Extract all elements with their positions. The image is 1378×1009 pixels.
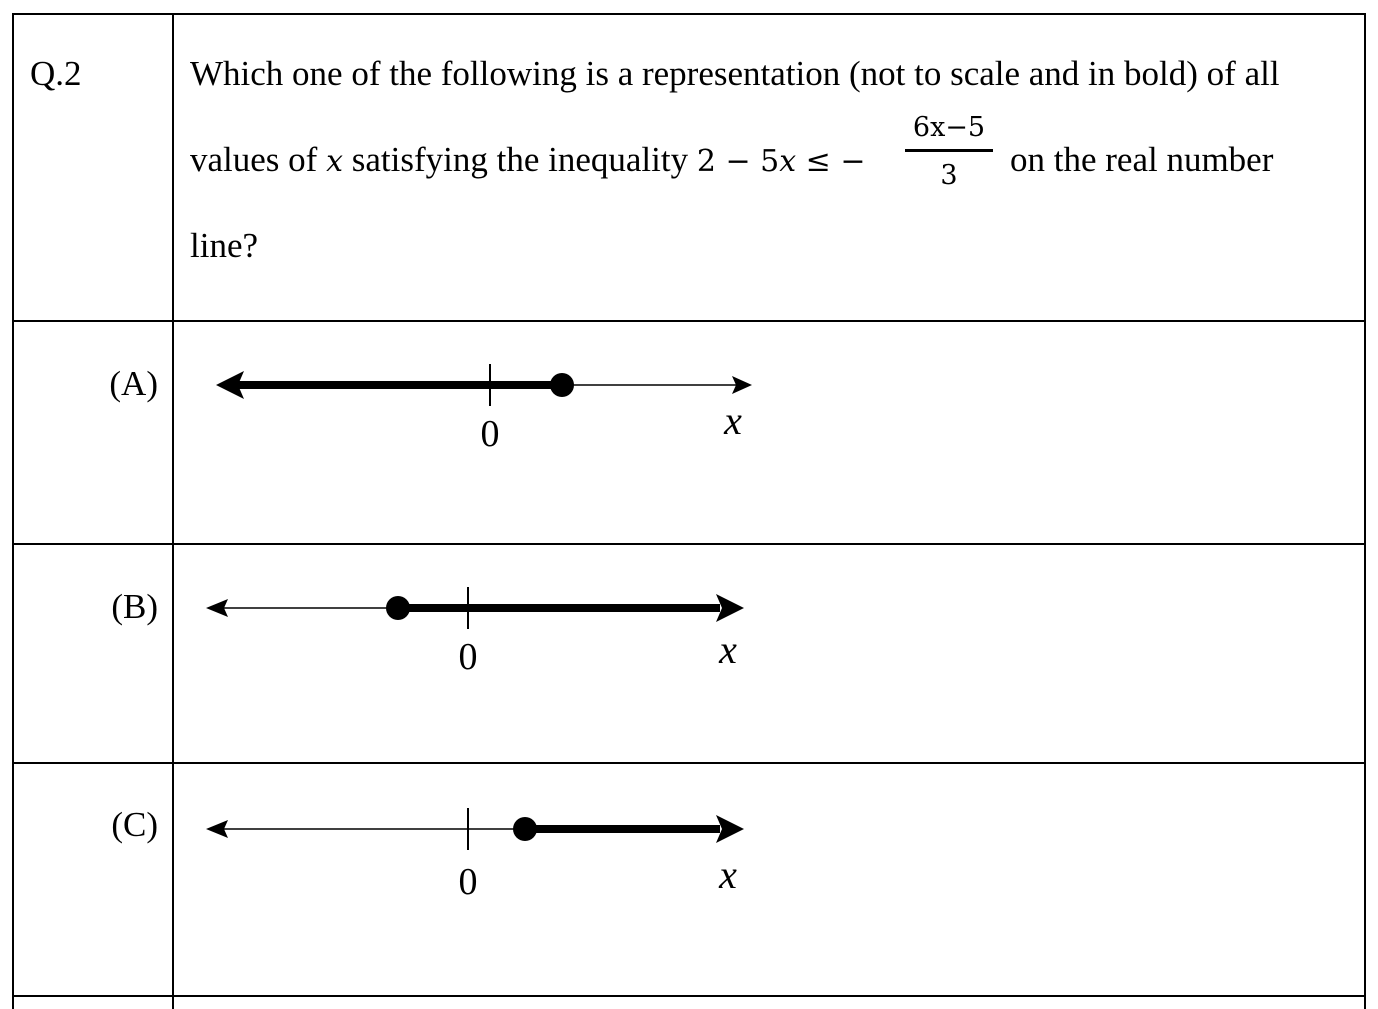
option-b-zero-label: 0	[458, 636, 478, 678]
question-text-post: on the real number	[1010, 140, 1274, 179]
table-border-right	[1364, 13, 1366, 1009]
row-divider-b	[12, 762, 1366, 764]
inequality-relation: ≤ −	[796, 144, 866, 179]
option-b-arrow-right	[716, 594, 744, 622]
table-column-divider	[172, 13, 174, 1009]
row-divider-question	[12, 320, 1366, 322]
row-divider-a	[12, 543, 1366, 545]
option-b-endpoint-dot	[386, 596, 410, 620]
inequality-lhs: 2 − 5	[696, 144, 780, 179]
option-a-number-line	[180, 340, 780, 460]
variable-x: x	[326, 144, 343, 179]
table-border-top	[12, 13, 1366, 15]
option-a-axis-label: x	[724, 398, 742, 443]
question-text-line2	[190, 142, 866, 177]
inequality-fraction	[905, 112, 993, 191]
option-b-axis-label: x	[719, 627, 737, 672]
question-text-pre: values of	[190, 140, 327, 179]
option-c-axis-label: x	[719, 852, 737, 897]
option-c-arrow-right	[716, 815, 744, 843]
question-text-line1: Which one of the following is a representation (not to scale and in bold) of all	[190, 54, 1280, 93]
question-number: Q.2	[30, 54, 82, 93]
question-text-mid: satisfying the inequality	[343, 140, 697, 179]
row-divider-c	[12, 995, 1366, 997]
option-c-zero-label: 0	[458, 861, 478, 903]
option-a-label: (A)	[109, 364, 158, 403]
table-border-left	[12, 13, 14, 1009]
option-c-number-line	[180, 784, 780, 904]
fraction-denominator: 3	[940, 160, 958, 191]
option-b-label: (B)	[111, 587, 158, 626]
option-a-zero-label: 0	[480, 413, 500, 455]
inequality-lhs-variable: x	[779, 144, 797, 179]
option-c-label: (C)	[111, 805, 158, 844]
fraction-numerator: 6x−5	[905, 112, 993, 152]
question-text-line3: line?	[190, 226, 259, 265]
option-a-endpoint-dot	[550, 373, 574, 397]
option-b-number-line	[180, 563, 780, 683]
option-c-endpoint-dot	[513, 817, 537, 841]
